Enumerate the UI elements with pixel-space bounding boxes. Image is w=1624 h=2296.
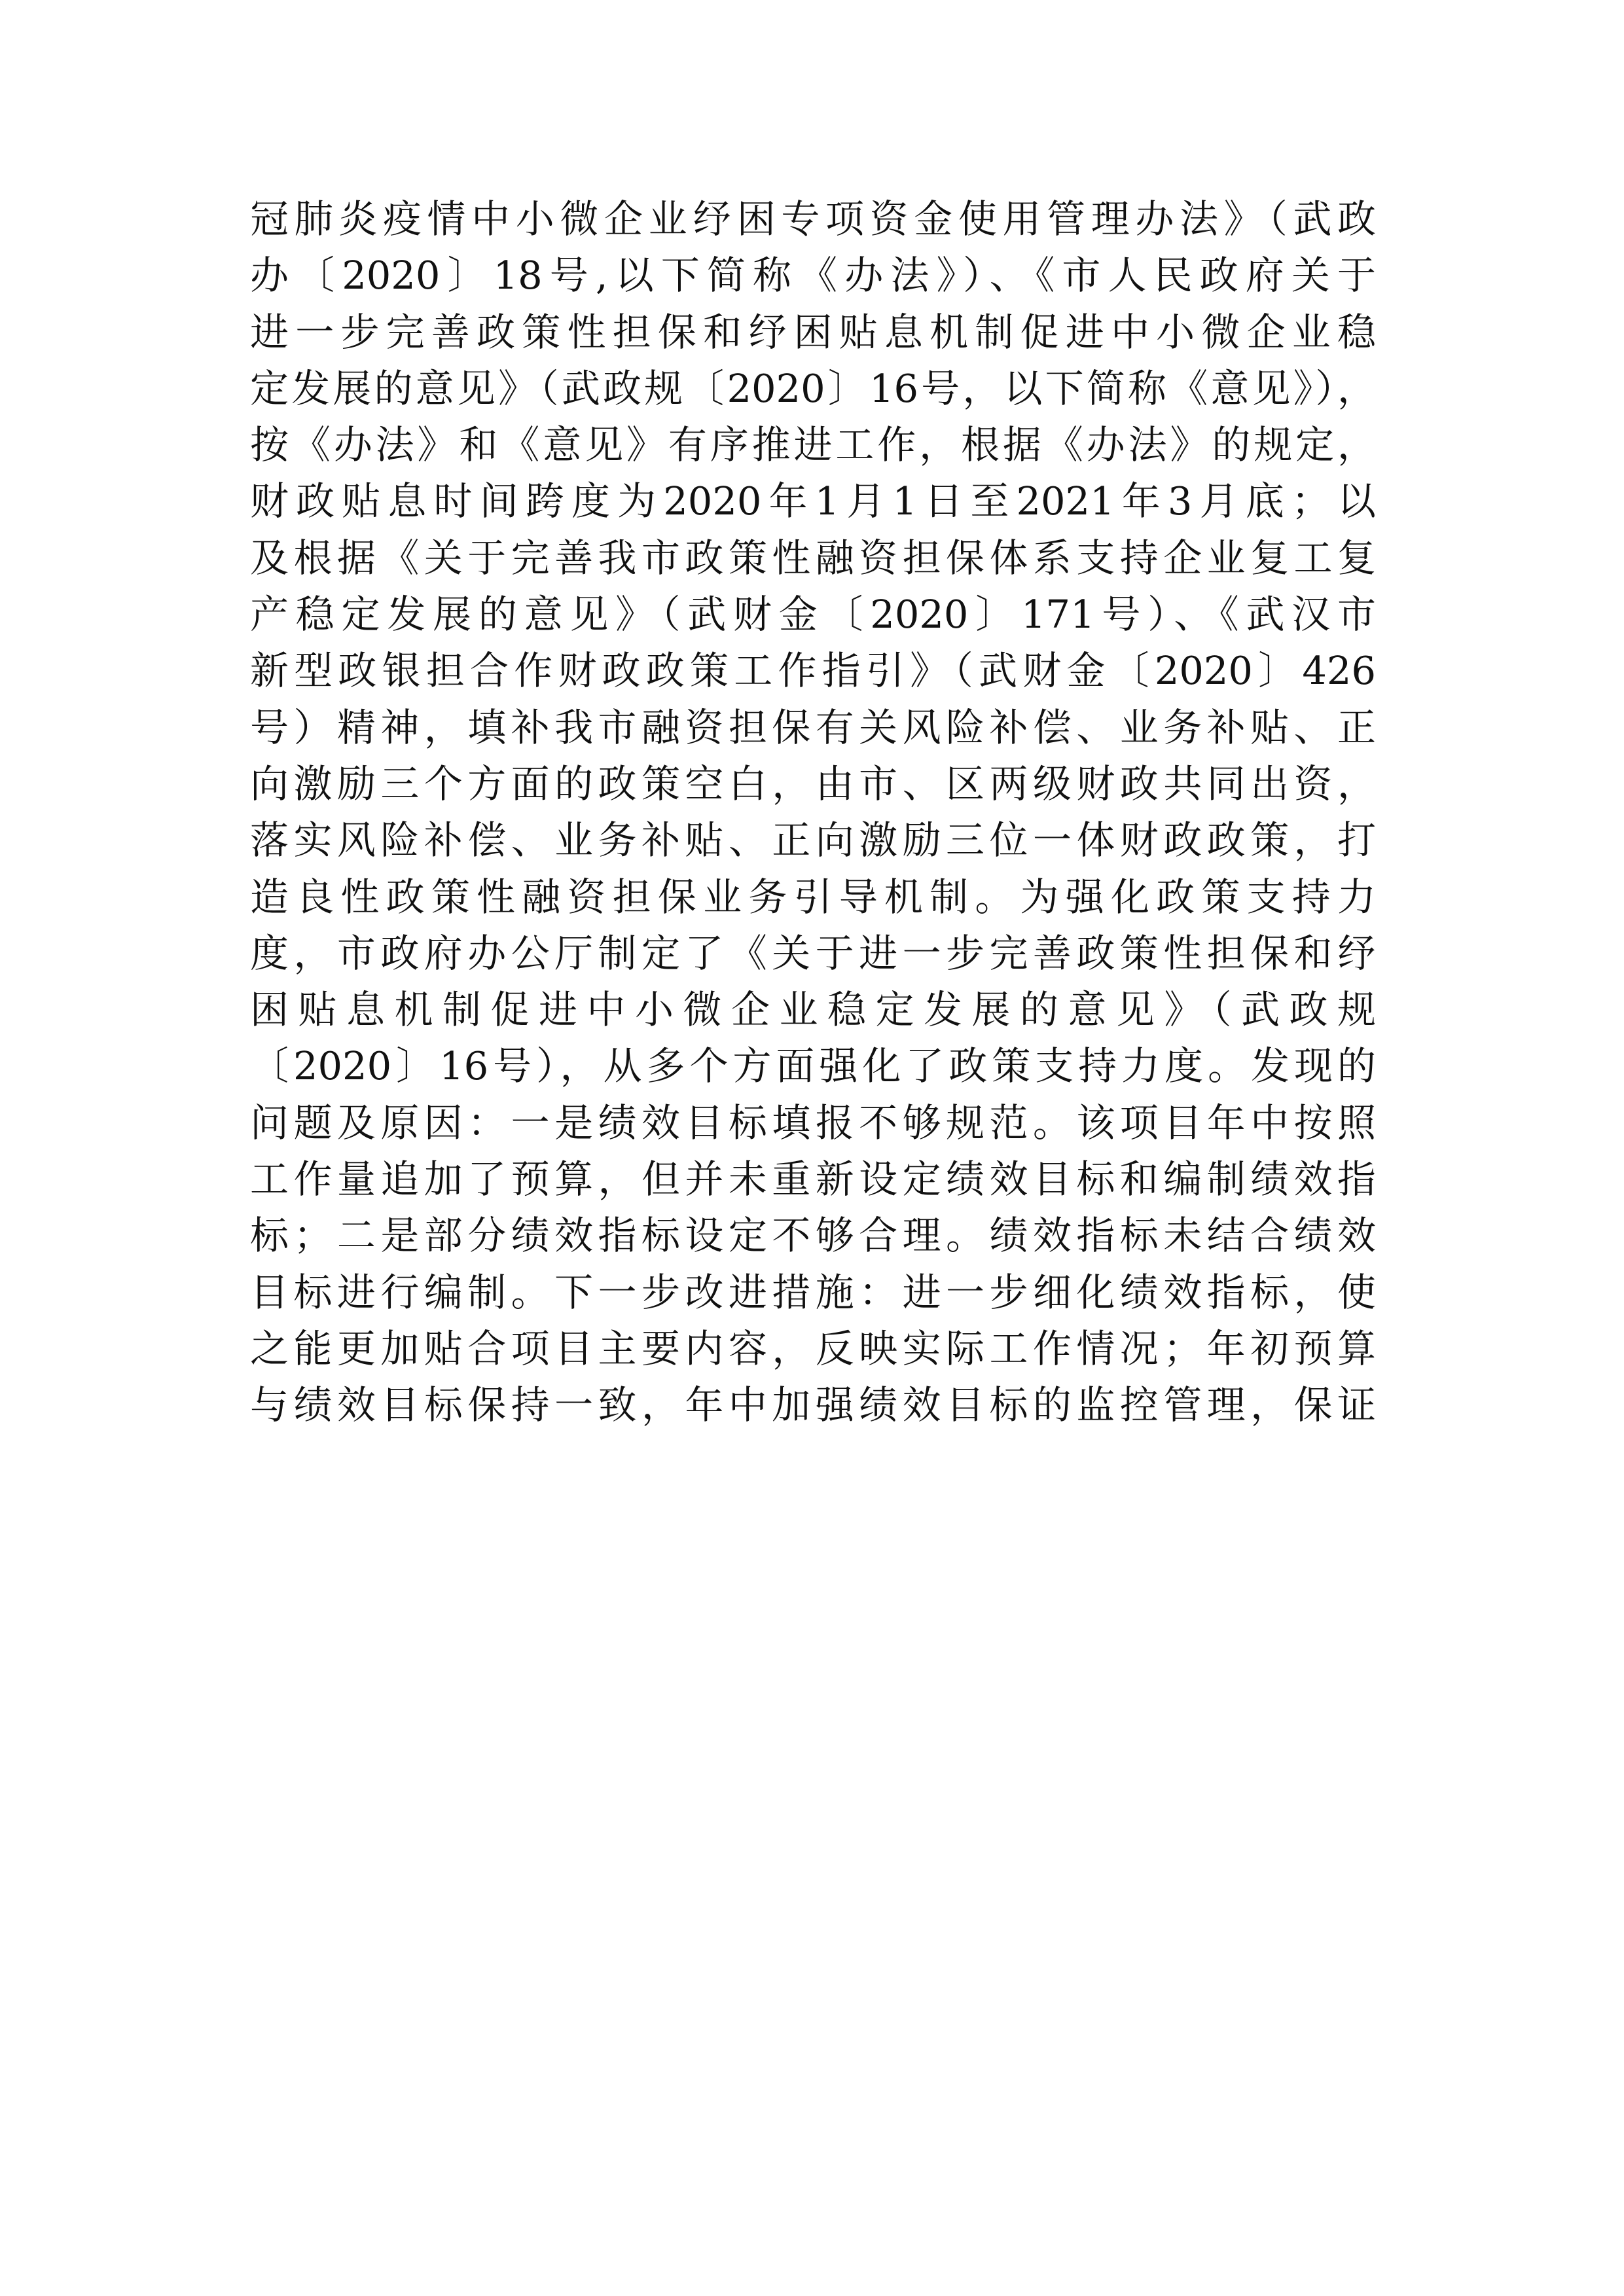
text-line-3: 进一步完善政策性担保和纾困贴息机制促进中小微企业稳 xyxy=(250,309,1376,355)
text-line-6: 财政贴息时间跨度为2020年1月1日至2021年3月底；以 xyxy=(250,478,1376,524)
text-line-7: 及根据《关于完善我市政策性融资担保体系支持企业复工复 xyxy=(250,535,1376,581)
text-line-14: 度，市政府办公厅制定了《关于进一步完善政策性担保和纾 xyxy=(250,930,1376,976)
text-line-15: 困贴息机制促进中小微企业稳定发展的意见》（武政规 xyxy=(250,987,1376,1033)
text-line-9: 新型政银担合作财政政策工作指引》（武财金〔2020〕426 xyxy=(250,648,1376,694)
text-line-13: 造良性政策性融资担保业务引导机制。为强化政策支持力 xyxy=(250,874,1376,920)
text-line-2: 办〔2020〕18号,以下简称《办法》）、《市人民政府关于 xyxy=(250,253,1376,298)
text-line-8: 产稳定发展的意见》（武财金〔2020〕171号）、《武汉市 xyxy=(250,592,1376,637)
text-line-22: 与绩效目标保持一致，年中加强绩效目标的监控管理，保证 xyxy=(250,1382,1376,1428)
text-line-19: 标；二是部分绩效指标设定不够合理。绩效指标未结合绩效 xyxy=(250,1213,1376,1259)
text-line-4: 定发展的意见》（武政规〔2020〕16号，以下简称《意见》）， xyxy=(250,365,1376,411)
text-line-11: 向激励三个方面的政策空白，由市、区两级财政共同出资， xyxy=(250,761,1376,806)
text-line-10: 号）精神，填补我市融资担保有关风险补偿、业务补贴、正 xyxy=(250,704,1376,750)
text-line-17: 问题及原因：一是绩效目标填报不够规范。该项目年中按照 xyxy=(250,1100,1376,1145)
body-text xyxy=(250,191,1376,1434)
text-line-21: 之能更加贴合项目主要内容，反映实际工作情况；年初预算 xyxy=(250,1325,1376,1371)
text-line-20: 目标进行编制。下一步改进措施：进一步细化绩效指标，使 xyxy=(250,1269,1376,1315)
text-line-5: 按《办法》和《意见》有序推进工作，根据《办法》的规定， xyxy=(250,422,1376,468)
text-line-12: 落实风险补偿、业务补贴、正向激励三位一体财政政策，打 xyxy=(250,817,1376,863)
text-line-18: 工作量追加了预算，但并未重新设定绩效目标和编制绩效指 xyxy=(250,1157,1376,1202)
text-line-16: 〔2020〕16号），从多个方面强化了政策支持力度。发现的 xyxy=(250,1043,1376,1089)
text-line-1: 冠肺炎疫情中小微企业纾困专项资金使用管理办法》（武政 xyxy=(250,196,1376,242)
